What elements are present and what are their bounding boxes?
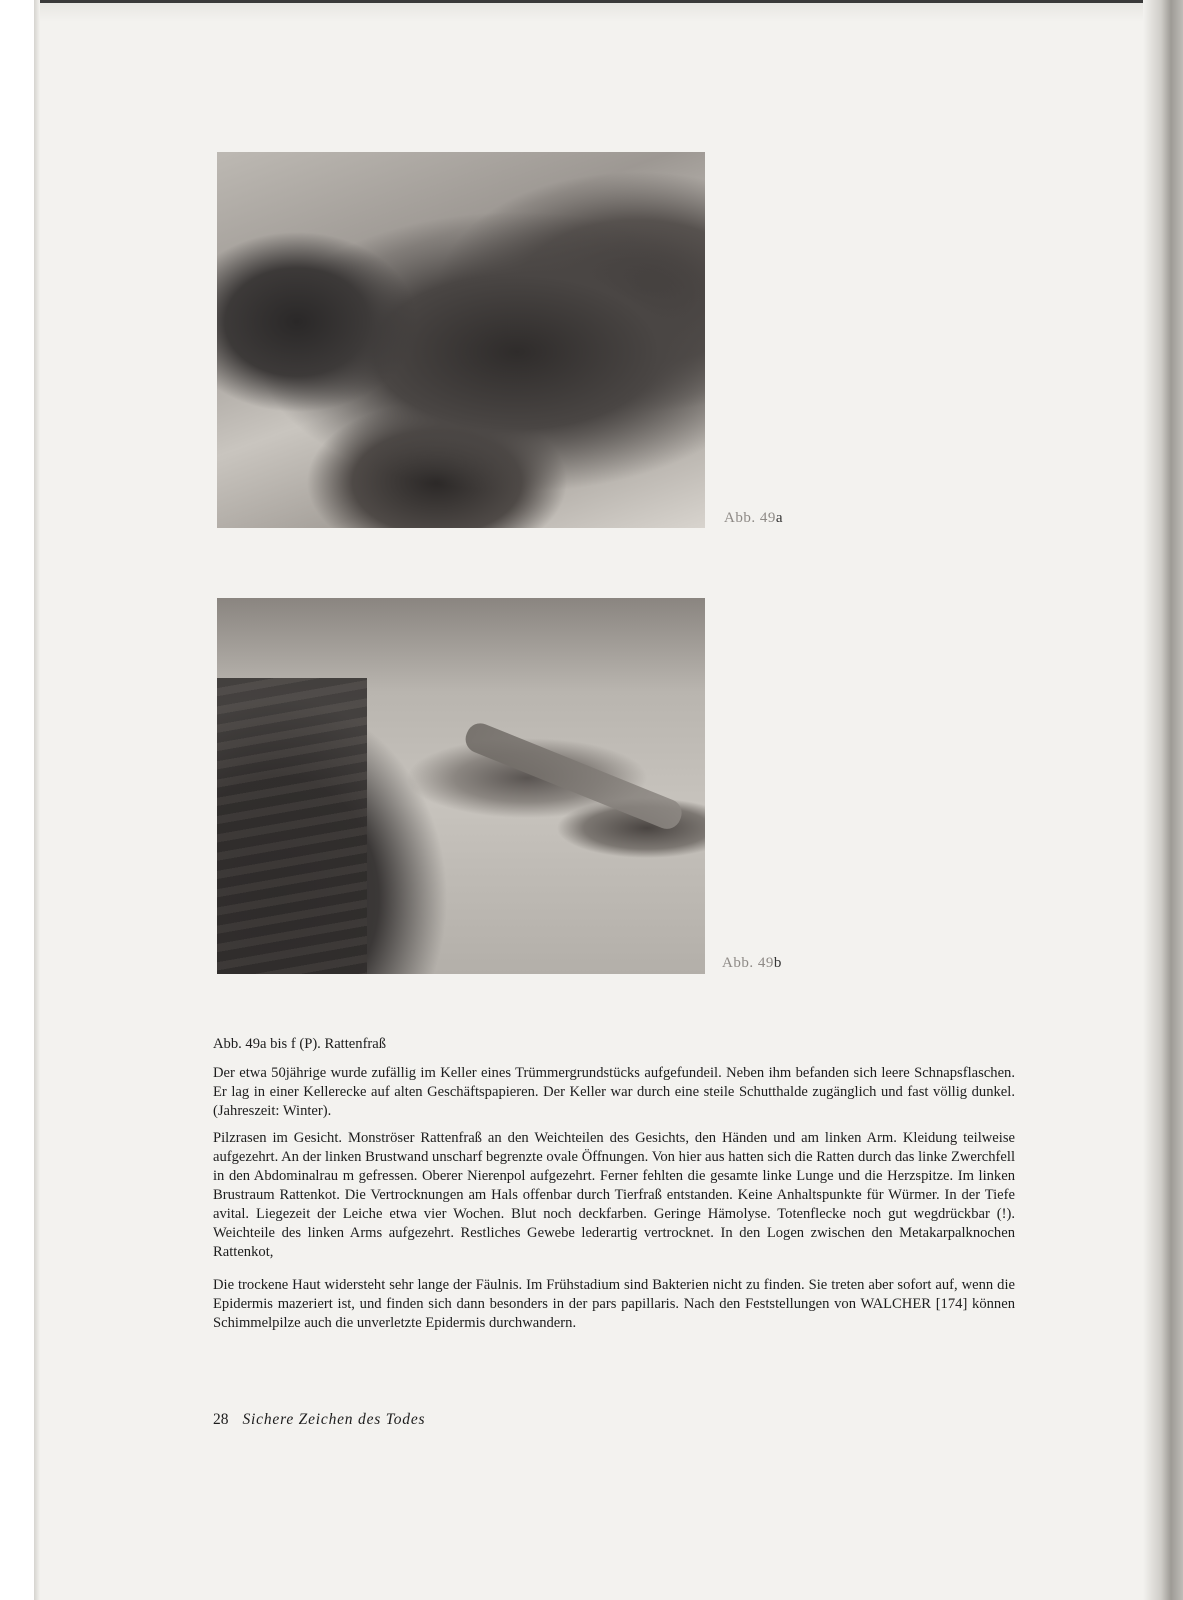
figure-49a-label-suffix: a xyxy=(775,510,783,526)
book-spine-shadow xyxy=(1143,0,1183,1600)
figure-49b-photo xyxy=(217,598,705,974)
page-number: 28 xyxy=(213,1411,229,1428)
figure-49b-label-suffix: b xyxy=(773,955,782,971)
figure-caption: Abb. 49a bis f (P). Rattenfraß xyxy=(213,1036,387,1052)
page-left-edge xyxy=(34,0,40,1600)
paragraph-skin-decomposition: Die trockene Haut widersteht sehr lange der Fäulnis. Im Frühstadium sind Bakterien nicht zu finden. Sie treten aber sofort auf, wenn die Epidermis mazeriert ist, und finden sich dann besonders in der pars papillaris. Nach den Feststellungen von WALCHER [174] können Schimmelpilze auch die unverletzte Epidermis durchwandern. xyxy=(213,1277,1015,1331)
paragraph-case-description: Der etwa 50jährige wurde zufällig im Keller eines Trümmergrundstücks aufgefundeil. Neben ihm befanden sich leere Schnapsflaschen. Er lag in einer Kellerecke auf alten Geschäftspapieren. Der Keller war durch eine steile Schutthalde zugänglich und fast völlig dunkel. (Jahreszeit: Winter). xyxy=(213,1065,1015,1119)
paragraph-findings: Pilzrasen im Gesicht. Monströser Rattenfraß an den Weichteilen des Gesichts, den Händen und am linken Arm. Kleidung teilweise aufgezehrt. An der linken Brustwand unscharf begrenzte ovale Öffnungen. Von hier aus hatten sich die Ratten durch das linke Zwerchfell in den Abdominalrau m gefressen. Oberer Nierenpol aufgezehrt. Ferner fehlten die gesamte linke Lunge und die Herzspitze. Im linken Brustraum Rattenkot. Die Vertrocknungen am Hals offenbar durch Tierfraß entstanden. Keine Anhaltspunkte für Würmer. In der Tiefe avital. Liegezeit der Leiche etwa vier Wochen. Blut noch deckfarben. Geringe Hämolyse. Totenflecke noch gut wegdrückbar (!). Weichteile des linken Arms aufgezehrt. Restliches Gewebe lederartig vertrocknet. In den Logen zwischen den Metakarpalknochen Rattenkot, xyxy=(213,1130,1015,1260)
page-footer xyxy=(213,1411,425,1429)
figure-49b-label-prefix: Abb. 49 xyxy=(722,955,774,971)
figure-49a-label xyxy=(724,510,783,527)
figure-49a-photo xyxy=(217,152,705,528)
figure-49b-label xyxy=(722,955,781,972)
running-title: Sichere Zeichen des Todes xyxy=(242,1411,426,1428)
figure-49a-label-prefix: Abb. 49 xyxy=(724,510,776,526)
